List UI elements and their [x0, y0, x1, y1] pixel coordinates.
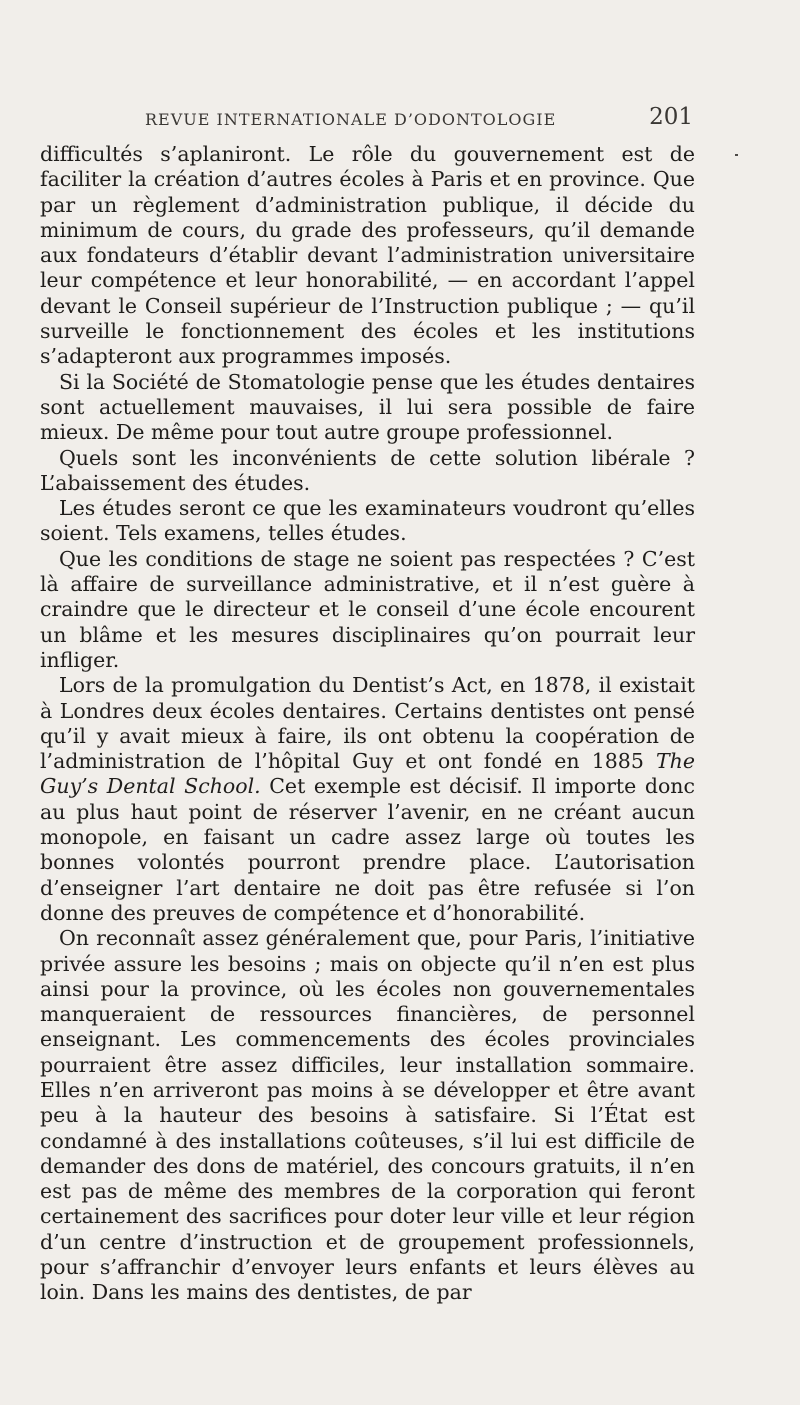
paragraph — [40, 926, 695, 1305]
paragraph-text: Quels sont les inconvénients de cette solution libérale ? L’abaissement des études. — [40, 445, 695, 495]
running-title: REVUE INTERNATIONALE D’ODONTOLOGIE — [145, 110, 557, 129]
running-header — [145, 104, 693, 134]
paragraph — [40, 142, 695, 370]
paragraph — [40, 446, 695, 497]
print-speck — [735, 154, 738, 156]
paragraph — [40, 496, 695, 547]
paragraph-text: On reconnaît assez généralement que, pour Paris, l’initiative privée assure les besoins ; mais on objecte qu’il n’en est plus ainsi pour la province, où les écoles non gouvernementales manqueraient de ressources financières, de personnel enseignant. Les commencements des écoles provinciales pourraient être assez difficiles, leur installation sommaire. Elles n’en arriveront pas moins à se développer et être avant peu à la hauteur des besoins à satisfaire. Si l’État est condamné à des installations coûteuses, s’il lui est difficile de demander des dons de matériel, des concours gratuits, il n’en est pas de même des membres de la corporation qui feront certainement des sacrifices pour doter leur ville et leur région d’un centre d’instruction et de groupement professionnels, pour s’affranchir d’envoyer leurs enfants et leurs élèves au loin. Dans les mains des dentistes, de par — [40, 926, 695, 1305]
page-number: 201 — [649, 104, 693, 130]
paragraph-text: Que les conditions de stage ne soient pas respectées ? C’est là affaire de surveillance administrative, et il n’est guère à craindre que le directeur et le conseil d’une école encourent un blâme et les mesures disciplinaires qu’on pourrait leur infliger. — [40, 546, 695, 672]
paragraph-text: Si la Société de Stomatologie pense que les études dentaires sont actuellement mauvaises, il lui sera possible de faire mieux. De même pour tout autre groupe professionnel. — [40, 369, 695, 445]
paragraph-text-before-italic: Lors de la promulgation du Dentist’s Act, en 1878, il existait à Londres deux écoles dentaires. Certains dentistes ont pensé qu’il y avait mieux à faire, ils ont obtenu la coopération de l’administration de l’hôpital Guy et ont fondé en 1885 — [40, 673, 695, 774]
paragraph — [40, 370, 695, 446]
paragraph — [40, 547, 695, 673]
paragraph — [40, 673, 695, 926]
paragraph-text: difficultés s’aplaniront. Le rôle du gouvernement est de faciliter la création d’autres écoles à Paris et en province. Que par un règlement d’administration publique, il décide du minimum de cours, du grade des professeurs, qu’il demande aux fondateurs d’établir devant l’administration universitaire leur compétence et leur honorabilité, — en accordant l’appel devant le Conseil supérieur de l’Instruction publique ; — qu’il surveille le fonctionnement des écoles et les institutions s’adapteront aux programmes imposés. — [40, 142, 695, 369]
body-text — [40, 142, 695, 1306]
italic-title: The Guy’s Dental School. — [40, 749, 695, 799]
paragraph-text: Les études seront ce que les examinateurs voudront qu’elles soient. Tels examens, telles études. — [40, 496, 695, 546]
paragraph-text-after-italic: Cet exemple est décisif. Il importe donc au plus haut point de réserver l’avenir, en ne créant aucun monopole, en faisant un cadre assez large où toutes les bonnes volontés pourront prendre place. L’autorisation d’enseigner l’art dentaire ne doit pas être refusée si l’on donne des preuves de compétence et d’honorabilité. — [40, 774, 695, 925]
